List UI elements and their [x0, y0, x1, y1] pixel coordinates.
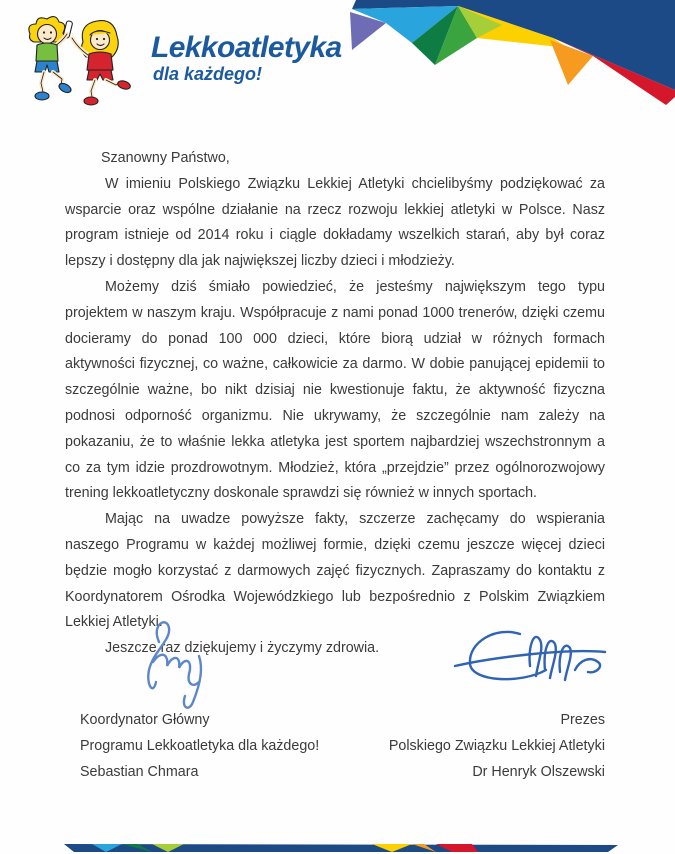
closing-line: Jeszcze raz dziękujemy i życzymy zdrowia.: [105, 640, 380, 657]
logo-title: Lekkoatletyka: [151, 31, 342, 64]
letter-body: [65, 146, 605, 662]
footer-banner-graphic: [0, 843, 675, 853]
signature-block-coordinator: [80, 708, 319, 785]
girl-runner-icon: [72, 21, 131, 105]
president-name: Dr Henryk Olszewski: [472, 763, 605, 780]
mascots-illustration: [20, 12, 146, 110]
logo-subtitle: dla każdego!: [153, 64, 263, 84]
paragraph-3: Mając na uwadze powyższe fakty, szczerze zachęcamy do wspierania naszego Programu w każdej możliwej formie, dzięki czemu jeszcze więcej dzieci będzie mogło korzystać z darmowych zajęć fizycznych. Zapraszamy do kontaktu z Koordynatorem Ośrodka Wojewódzkiego lub bezpośrednio z Polskim Związkiem Lekkiej Atletyki.: [65, 511, 605, 631]
paragraph-2: Możemy dziś śmiało powiedzieć, że jesteśmy największym tego typu projektem w naszym kraju. Współpracuje z nami ponad 1000 trenerów, dzięki czemu docieramy do ponad 100 000 dzieci, które biorą udział w różnych formach aktywności fizycznej, co ważne, całkowicie za darmo. W dobie panującej epidemii to szczególnie ważne, bo nikt dzisiaj nie kwestionuje faktu, że aktywność fizyczna podnosi odporność organizmu. Nie ukrywamy, że szczególnie nam zależy na pokazaniu, że to właśnie lekka atletyka jest sportem najbardziej wszechstronnym a co za tym idzie prozdrowotnym. Młodzież, która „przejdzie” przez ogólnorozwojowy trening lekkoatletyczny doskonale sprawdzi się również w innych sportach.: [65, 278, 605, 502]
president-role: Prezes: [560, 712, 605, 728]
coordinator-role: Koordynator Główny: [80, 712, 210, 728]
coordinator-name: Sebastian Chmara: [80, 763, 199, 780]
logo-wordmark: [151, 32, 342, 85]
president-organization: Polskiego Związku Lekkiej Atletyki: [388, 737, 605, 754]
paragraph-1: W imieniu Polskiego Związku Lekkiej Atletyki chcielibyśmy podziękować za wsparcie oraz wspólne działanie na rzecz rozwoju lekkiej atletyki w Polsce. Nasz program istnieje od 2014 roku i ciągle dokładamy wszelkich starań, aby był coraz lepszy i dostępny dla jak największej liczby dzieci i młodzieży.: [65, 175, 605, 270]
salutation: Szanowny Państwo,: [101, 150, 230, 166]
header-banner-graphic: [350, 0, 675, 120]
coordinator-program: Programu Lekkoatletyka dla każdego!: [80, 737, 320, 754]
signature-block-president: [389, 708, 605, 785]
